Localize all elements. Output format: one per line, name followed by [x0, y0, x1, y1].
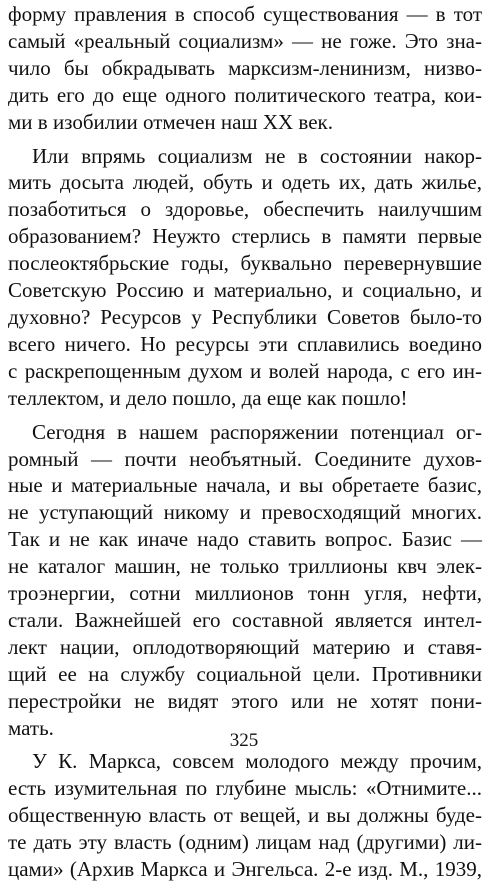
- text-line: ми в изобилии отмечен наш XX век.: [8, 109, 333, 134]
- text-line: У К. Маркса, совсем молодого между прочим,: [32, 749, 482, 774]
- text-line: духовно? Ресурсов у Республики Советов было-то: [8, 304, 482, 329]
- paragraph-3: [8, 419, 482, 742]
- paragraph-2: [8, 143, 482, 412]
- paragraph-1: [8, 1, 482, 136]
- text-line: ромный — почти необъятный. Соедините духов-: [8, 446, 482, 471]
- text-line: лект нации, оплодотворяющий материю и ставя-: [8, 634, 482, 659]
- text-line: мить досыта людей, обуть и одеть их, дать жилье,: [8, 170, 482, 195]
- page-body-text: [8, 1, 482, 890]
- text-line: общественную власть от вещей, и вы должны буде-: [8, 803, 482, 828]
- text-line: цами» (Архив Маркса и Энгельса. 2-е изд. М., 1939,: [8, 857, 482, 882]
- text-line: теллектом, и дело пошло, да еще как пошло!: [8, 385, 408, 410]
- text-line: щий ее на службу социальной цели. Противники: [8, 661, 482, 686]
- text-line: чило бы обкрадывать марксизм-ленинизм, низво-: [8, 55, 482, 80]
- page-number: 325: [229, 730, 259, 751]
- text-line: образованием? Неужто стерлись в памяти первые: [8, 224, 482, 249]
- text-line: Советскую Россию и материально, и социально, и: [8, 278, 482, 303]
- paragraph-4: [8, 748, 482, 883]
- text-line: не уступающий никому и превосходящий многих.: [8, 500, 482, 525]
- text-line: Или впрямь социализм не в состоянии накор-: [32, 143, 482, 168]
- text-line: ные и материальные начала, и вы обретаете базис,: [8, 473, 482, 498]
- text-line: с раскрепощенным духом и волей народа, с его ин-: [8, 358, 482, 383]
- text-line: всего ничего. Но ресурсы эти сплавились воедино: [8, 331, 482, 356]
- text-line: Сегодня в нашем распоряжении потенциал ог-: [32, 419, 482, 444]
- text-line: есть изумительная по глубине мысль: «Отнимите...: [8, 776, 482, 801]
- text-line: форму правления в способ существования — в тот: [8, 2, 482, 26]
- text-line: дить его до еще одного политического театра, кои-: [8, 82, 482, 107]
- text-line: те дать эту власть (одним) лицам над (другими) ли-: [8, 830, 482, 855]
- text-line: самый «реальный социализм» — не гоже. Это зна-: [8, 28, 482, 53]
- text-line: мать.: [8, 715, 54, 740]
- text-line: троэнергии, сотни миллионов тонн угля, нефти,: [8, 581, 482, 606]
- text-line: позаботиться о здоровье, обеспечить наилучшим: [8, 197, 482, 222]
- text-line: не каталог машин, не только триллионы квч элек-: [8, 554, 482, 579]
- text-line: Так и не как иначе надо ставить вопрос. Базис —: [8, 527, 482, 552]
- text-line: стали. Важнейшей его составной является интел-: [8, 607, 482, 632]
- text-line: послеоктябрьские годы, буквально перевернувшие: [8, 251, 482, 276]
- text-line: перестройки не видят этого или не хотят пони-: [8, 688, 482, 713]
